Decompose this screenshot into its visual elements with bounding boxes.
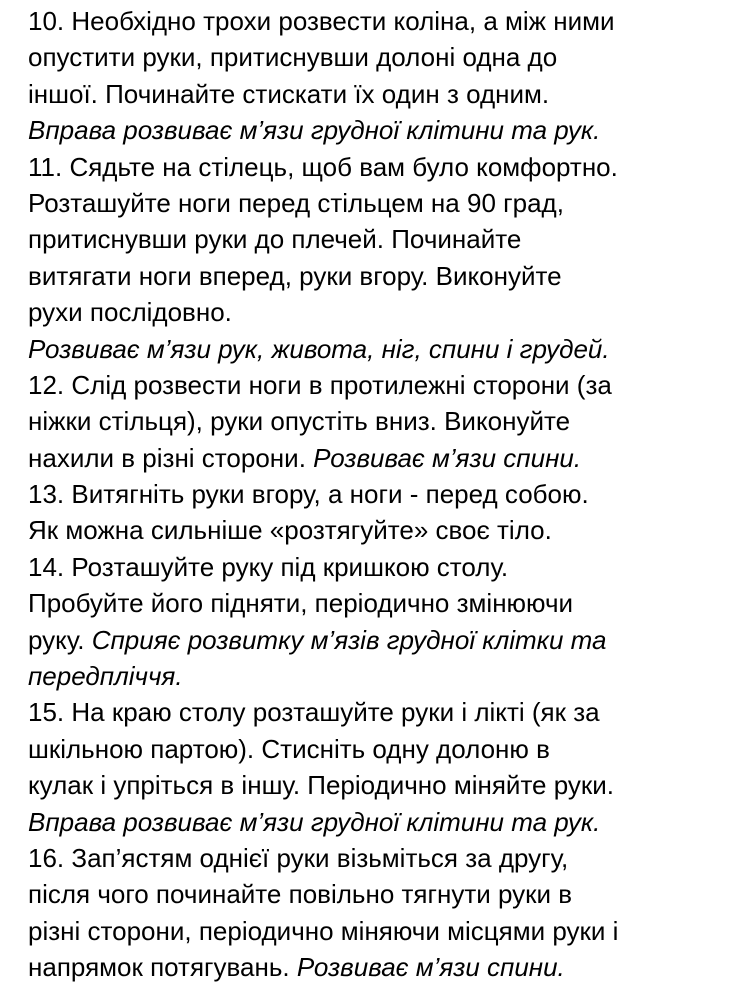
text-line [28, 403, 730, 439]
text-line [28, 622, 730, 658]
instruction-text: 13. Витягніть руки вгору, а ноги - перед собою. [28, 479, 589, 510]
instruction-text: ніжки стільця), руки опустіть вниз. Виконуйте [28, 406, 571, 437]
exercise-item [28, 149, 730, 367]
exercise-item [28, 3, 730, 149]
text-line [28, 840, 730, 876]
exercise-item [28, 840, 730, 986]
text-line [28, 476, 730, 512]
instruction-text: різні сторони, періодично міняючи місцями руки і [28, 915, 619, 946]
instruction-text: рухи послідовно. [28, 297, 232, 328]
text-line [28, 367, 730, 403]
exercise-item [28, 367, 730, 476]
instruction-text: іншої. Починайте стискати їх один з одним. [28, 78, 550, 109]
instruction-text: 15. На краю столу розташуйте руки і лікті (як за [28, 697, 600, 728]
text-line [28, 294, 730, 330]
instruction-text: Як можна сильніше «розтягуйте» своє тіло. [28, 515, 552, 546]
text-line [28, 804, 730, 840]
text-line [28, 331, 730, 367]
text-line [28, 149, 730, 185]
instruction-text: 14. Розташуйте руку під кришкою столу. [28, 551, 509, 582]
benefit-note: Вправа розвиває м’язи грудної клітини та рук. [28, 806, 601, 837]
instruction-text: шкільною партою). Стисніть одну долоню в [28, 733, 550, 764]
instruction-text: кулак і упріться в іншу. Періодично міняйте руки. [28, 770, 615, 801]
text-line [28, 767, 730, 803]
instruction-text: нахили в різні сторони. [28, 442, 314, 473]
text-line [28, 694, 730, 730]
instruction-text: витягати ноги вперед, руки вгору. Виконуйте [28, 260, 562, 291]
benefit-note: передпліччя. [28, 661, 183, 692]
text-line [28, 258, 730, 294]
text-line [28, 876, 730, 912]
instruction-text: Розташуйте ноги перед стільцем на 90 град, [28, 187, 564, 218]
text-line [28, 112, 730, 148]
instruction-text: після чого починайте повільно тягнути руки в [28, 879, 573, 910]
exercise-item [28, 694, 730, 840]
exercise-item [28, 476, 730, 549]
instruction-text: напрямок потягувань. [28, 952, 297, 983]
text-line [28, 76, 730, 112]
instruction-text: Пробуйте його підняти, періодично змінюючи [28, 588, 574, 619]
text-line [28, 39, 730, 75]
instruction-text: руку. [28, 624, 92, 655]
instruction-text: 11. Сядьте на стілець, щоб вам було комфортно. [28, 151, 618, 182]
benefit-note: Розвиває м’язи рук, живота, ніг, спини і грудей. [28, 333, 610, 364]
instruction-text: 16. Зап’ястям однієї руки візьміться за другу, [28, 842, 569, 873]
text-line [28, 949, 730, 985]
instruction-text: 10. Необхідно трохи розвести коліна, а між ними [28, 6, 615, 36]
text-line [28, 731, 730, 767]
text-line [28, 3, 730, 39]
text-line [28, 549, 730, 585]
instruction-text: опустити руки, притиснувши долоні одна до [28, 42, 558, 73]
instruction-text: 12. Слід розвести ноги в протилежні сторони (за [28, 369, 612, 400]
text-line [28, 913, 730, 949]
benefit-note: Сприяє розвитку м’язів грудної клітки та [91, 624, 607, 655]
text-line [28, 658, 730, 694]
text-line [28, 585, 730, 621]
benefit-note: Розвиває м’язи спини. [313, 442, 582, 473]
benefit-note: Розвиває м’язи спини. [296, 952, 565, 983]
instruction-text: притиснувши руки до плечей. Починайте [28, 224, 522, 255]
exercise-item [28, 549, 730, 695]
benefit-note: Вправа розвиває м’язи грудної клітини та рук. [28, 115, 601, 146]
text-line [28, 185, 730, 221]
text-line [28, 221, 730, 257]
text-line [28, 512, 730, 548]
text-line [28, 440, 730, 476]
